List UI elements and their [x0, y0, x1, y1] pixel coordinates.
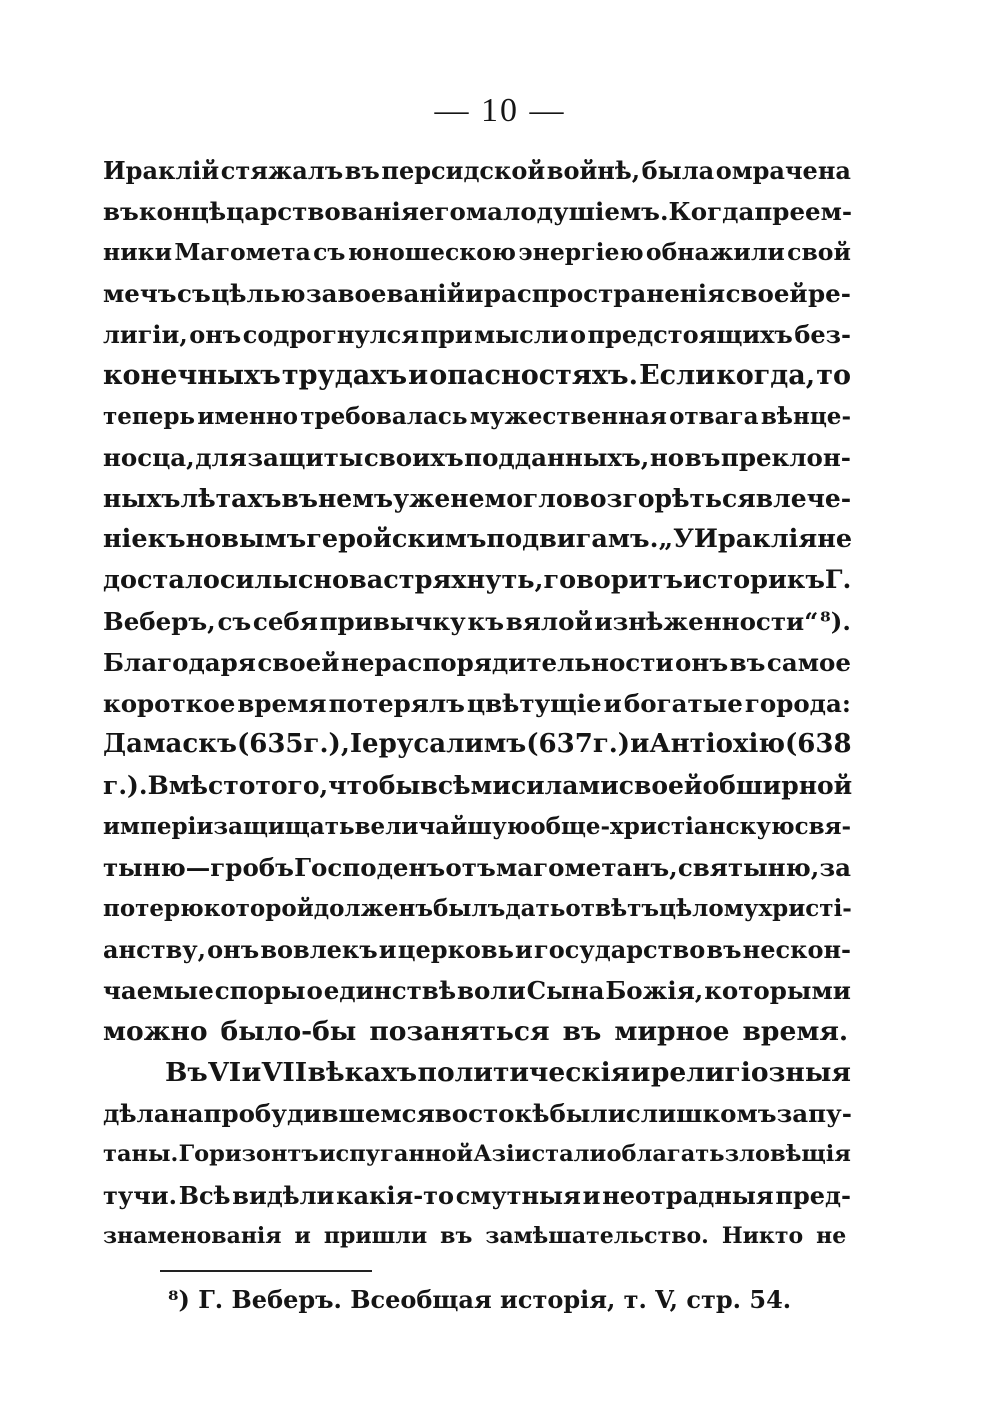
text-line: достало силы снова стряхнуть, говоритъ историкъ Г.: [103, 565, 852, 595]
text-line: теперь именно требовалась мужественная отвага вѣнце-: [103, 403, 851, 430]
text-line: таны. Горизонтъ испуганной Азіи стали облагать зловѣщія: [103, 1141, 851, 1167]
text-line: мечъ съ цѣлью завоеваній и распространенія своей ре-: [103, 279, 851, 308]
body-text: [103, 150, 851, 1257]
text-line: чаемые споры о единствѣ воли Сына Божія, которыми: [103, 976, 851, 1005]
text-line: тыню—гробъ Господенъ отъ магометанъ, святыню, за: [103, 853, 851, 882]
text-line: ныхъ лѣтахъ въ немъ уже не могло возгорѣться влече-: [103, 484, 852, 513]
text-line: Дамаскъ (635 г.), Іерусалимъ (637 г.) и Антіохію (638: [103, 729, 852, 759]
text-line: знаменованія и пришли въ замѣшательство. Никто не: [103, 1223, 847, 1249]
text-line: тучи. Всѣ видѣли какія-то смутныя и неотрадныя пред-: [103, 1181, 851, 1210]
text-line: потерю которой долженъ былъ дать отвѣтъ цѣлому христі-: [103, 895, 852, 922]
text-line: ніе къ новымъ геройскимъ подвигамъ. „У Ираклія не: [103, 524, 853, 554]
text-line: можно было-бы позаняться въ мирное время.: [103, 1016, 849, 1047]
footnote: [168, 1285, 791, 1314]
text-line: дѣла на пробудившемся востокѣ были слишкомъ запу-: [103, 1099, 852, 1128]
footnote-divider: [160, 1270, 372, 1272]
text-line: короткое время потерялъ цвѣтущіе и богатые города:: [103, 689, 851, 718]
text-line: конечныхъ трудахъ и опасностяхъ. Если когда, то: [103, 360, 851, 391]
footnote-marker: ⁸): [168, 1285, 190, 1314]
text-line: носца, для защиты своихъ подданныхъ, но въ преклон-: [103, 443, 851, 472]
text-line: лигіи, онъ содрогнулся при мысли о предстоящихъ без-: [103, 320, 851, 349]
text-line: имперіи защищать величайшую обще-христіанскую свя-: [103, 813, 852, 840]
text-line: г.). Вмѣсто того, чтобы всѣми силами своей обширной: [103, 771, 853, 800]
text-line: Благодаря своей нераспорядительности онъ въ самое: [103, 648, 851, 677]
text-line: Веберъ, съ себя привычку къ вялой изнѣженности“ ⁸).: [103, 607, 851, 636]
text-line: анству, онъ вовлекъ и церковь и государство въ нескон-: [103, 935, 851, 964]
text-line: въ концѣ царствованія его малодушіемъ. Когда преем-: [103, 197, 853, 226]
text-line: Ираклій стяжалъ въ персидской войнѣ, была омрачена: [103, 156, 851, 185]
footnote-text: Г. Веберъ. Всеобщая исторія, т. V, стр. 54.: [198, 1285, 792, 1314]
page-number: — 10 —: [434, 92, 566, 129]
text-line: Въ VI и VII вѣкахъ политическія и религіозныя: [165, 1057, 851, 1088]
text-line: ники Магомета съ юношескою энергіею обнажили свой: [103, 238, 851, 266]
